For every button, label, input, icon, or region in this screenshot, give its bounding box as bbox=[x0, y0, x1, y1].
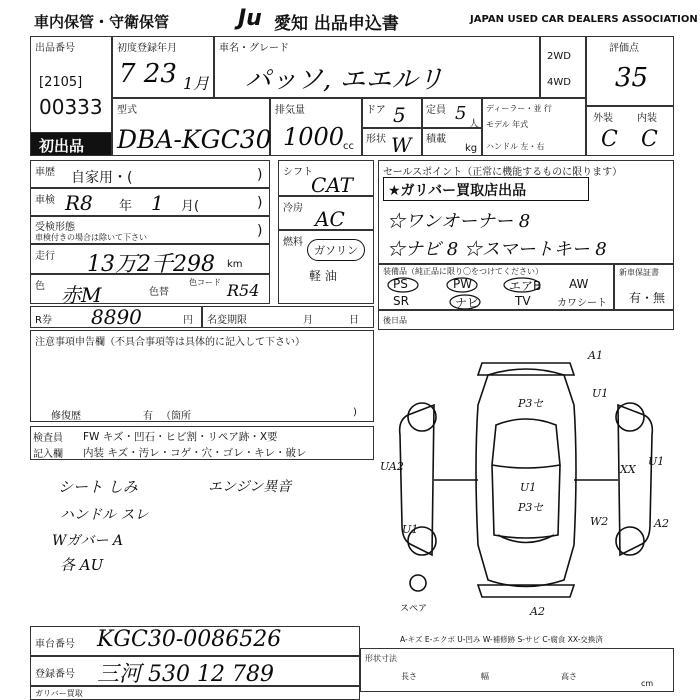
storage-title: 車内保管・守衛保管 bbox=[34, 13, 170, 31]
inspection-close: ) bbox=[257, 195, 263, 211]
checker-row-2: 内装 キズ・汚レ・コゲ・穴・ゴレ・キレ・破レ bbox=[83, 447, 307, 459]
equipment-circles bbox=[379, 265, 615, 311]
repair-has: 有 bbox=[143, 411, 153, 422]
model-year-label: モデル 年式 bbox=[486, 120, 529, 129]
repair-close: ) bbox=[353, 407, 357, 418]
mark-u1-left: U1 bbox=[402, 523, 419, 536]
mark-p3-hood: P3セ bbox=[518, 501, 544, 514]
plate-row bbox=[30, 656, 360, 686]
car-name-value: パッソ, エエルリ bbox=[245, 65, 444, 95]
mark-u1-center: U1 bbox=[520, 481, 537, 494]
load-label: 積載 bbox=[426, 134, 446, 145]
sales-line-1: ☆ワンオーナー 8 bbox=[387, 211, 531, 232]
displacement-box bbox=[270, 98, 362, 156]
name-change-label: 名変期限 bbox=[207, 315, 247, 326]
grade-value: 35 bbox=[615, 63, 649, 93]
fuel-diesel: 軽 油 bbox=[309, 269, 337, 283]
dim-label: 形状寸法 bbox=[365, 654, 397, 663]
later-attached-row bbox=[378, 310, 674, 330]
dim-unit: cm bbox=[641, 679, 654, 688]
doors-value: 5 bbox=[393, 103, 406, 127]
grade-box bbox=[586, 36, 674, 106]
ac-label: 冷房 bbox=[283, 203, 303, 214]
displacement-value: 1000 bbox=[283, 123, 345, 151]
capacity-label: 定員 bbox=[426, 105, 446, 116]
shape-value: W bbox=[391, 133, 412, 157]
chassis-label: 車台番号 bbox=[35, 639, 75, 650]
fuel-gasoline: ガソリン bbox=[307, 239, 365, 261]
equip-ps: PS bbox=[393, 277, 408, 291]
usage-label: 車歴 bbox=[35, 167, 55, 178]
mark-a1-top: A1 bbox=[588, 349, 603, 362]
model-label: 型式 bbox=[117, 105, 137, 116]
mark-a2-bottom: A2 bbox=[530, 605, 545, 615]
bottom-gulliver-row bbox=[30, 686, 360, 700]
plate-value: 三河 530 12 789 bbox=[97, 662, 274, 687]
equipment-label: 装備品（純正品に限り〇をつけてください） bbox=[383, 267, 543, 276]
color-value: 赤M bbox=[61, 283, 102, 307]
first-listing-label: 初出品 bbox=[39, 137, 85, 155]
capacity-box bbox=[422, 98, 482, 128]
doors-label: ドア bbox=[366, 105, 386, 116]
equip-pw: PW bbox=[453, 277, 473, 291]
equip-aw: AW bbox=[569, 277, 589, 291]
sales-label: セールスポイント（正常に機能するものに限ります） bbox=[383, 167, 623, 178]
org-title: 愛知 出品申込書 bbox=[274, 14, 399, 34]
mark-a2-right: A2 bbox=[654, 517, 669, 530]
usage-row bbox=[30, 160, 270, 188]
color-change-label: 色替 bbox=[149, 287, 169, 298]
registration-label: 初度登録年月 bbox=[117, 43, 177, 54]
notes-box bbox=[30, 330, 374, 422]
acceptance-label: 受検形態 bbox=[35, 222, 75, 233]
color-label: 色 bbox=[35, 281, 45, 292]
warranty-box bbox=[614, 264, 674, 310]
note-engine: エンジン異音 bbox=[208, 479, 292, 495]
damage-legend: A-キズ E-エクボ U-凹み W-補修跡 S-サビ C-腐食 XX-交換済 bbox=[400, 635, 603, 644]
int-value: C bbox=[641, 127, 658, 152]
inspector-notes bbox=[30, 462, 374, 622]
inspection-month: 1 bbox=[151, 191, 164, 215]
sales-line-2: ☆ナビ 8 ☆スマートキー 8 bbox=[387, 239, 607, 260]
car-name-label: 車名・グレード bbox=[219, 43, 289, 54]
color-row bbox=[30, 274, 270, 307]
doors-box bbox=[362, 98, 422, 128]
equip-tv: TV bbox=[515, 294, 531, 308]
later-attached-label: 後日品 bbox=[383, 316, 407, 325]
checker-label-1: 検査員 bbox=[33, 433, 63, 444]
drive-box bbox=[540, 36, 586, 98]
mark-u1-right: U1 bbox=[648, 455, 665, 468]
capacity-value: 5 bbox=[455, 103, 467, 124]
checker-row-1: FW キズ・凹石・ヒビ割・リペア跡・X要 bbox=[83, 431, 278, 443]
note-all: 各 AU bbox=[60, 556, 104, 574]
ext-int-box bbox=[586, 106, 674, 156]
drive-4wd: 4WD bbox=[547, 77, 571, 88]
registration-month: 1月 bbox=[183, 74, 210, 93]
shift-box bbox=[278, 160, 374, 196]
model-value: DBA-KGC30 bbox=[117, 125, 272, 154]
fuel-box bbox=[278, 230, 374, 304]
shape-label: 形状 bbox=[366, 134, 386, 145]
plate-label: 登録番号 bbox=[35, 669, 75, 680]
note-wiper: Wガバー A bbox=[52, 533, 123, 549]
repair-location: （箇所 bbox=[161, 411, 191, 422]
repair-label: 修復歴 bbox=[51, 411, 81, 422]
notes-label: 注意事項申告欄（不具合事項等は具体的に記入して下さい） bbox=[35, 337, 305, 348]
equip-navi: ナビ bbox=[455, 296, 480, 310]
recycle-row bbox=[30, 306, 202, 328]
bottom-gulliver-label: ガリバー買取 bbox=[35, 689, 83, 698]
recycle-unit: 円 bbox=[183, 315, 193, 326]
dealer-box bbox=[482, 98, 586, 156]
inspection-value: R8 bbox=[65, 191, 93, 215]
acceptance-note: 車検付きの場合は除いて下さい bbox=[35, 233, 147, 242]
grade-label: 評価点 bbox=[609, 43, 639, 54]
association-name: JAPAN USED CAR DEALERS ASSOCIATION bbox=[470, 14, 698, 25]
ext-label: 外装 bbox=[593, 113, 613, 124]
int-label: 内装 bbox=[637, 113, 657, 124]
car-name-box bbox=[214, 36, 540, 98]
color-code-label: 色コード bbox=[189, 278, 221, 287]
mark-xx-right: XX bbox=[620, 463, 636, 476]
color-code-value: R54 bbox=[227, 281, 260, 300]
org-title-block bbox=[238, 6, 478, 36]
shift-value: CAT bbox=[311, 173, 353, 197]
displacement-unit: cc bbox=[343, 141, 354, 152]
inspection-month-word: 月( bbox=[181, 199, 200, 214]
note-seat: シート しみ bbox=[58, 478, 138, 496]
drive-2wd: 2WD bbox=[547, 51, 571, 62]
storage-header bbox=[30, 8, 210, 34]
equip-sr: SR bbox=[393, 294, 409, 308]
gulliver-banner bbox=[383, 177, 589, 201]
usage-close: ) bbox=[257, 167, 263, 183]
warranty-label: 新車保証書 bbox=[619, 268, 659, 277]
lot-label: 出品番号 bbox=[35, 43, 75, 54]
chassis-row bbox=[30, 626, 360, 656]
warranty-options: 有・無 bbox=[629, 291, 666, 305]
model-box bbox=[112, 98, 270, 156]
name-change-day: 日 bbox=[349, 315, 359, 326]
load-unit: kg bbox=[465, 143, 478, 154]
recycle-label: R券 bbox=[35, 315, 52, 326]
registration-box bbox=[112, 36, 214, 98]
first-listing-badge bbox=[30, 132, 112, 156]
checker-label-2: 記入欄 bbox=[33, 449, 63, 460]
dim-length: 長さ bbox=[401, 672, 417, 681]
equipment-box bbox=[378, 264, 614, 310]
fuel-label: 燃料 bbox=[283, 237, 303, 248]
name-change-month: 月 bbox=[303, 315, 313, 326]
shape-box bbox=[362, 128, 422, 156]
name-change-row bbox=[202, 306, 374, 328]
equip-airbag: エアB bbox=[509, 279, 542, 293]
dimension-box bbox=[360, 648, 674, 692]
dealer-label: ディーラー・並 行 bbox=[486, 104, 552, 113]
ext-value: C bbox=[601, 127, 618, 152]
load-box bbox=[422, 128, 482, 156]
acceptance-close: ) bbox=[257, 223, 263, 239]
ju-logo: Ju bbox=[238, 6, 262, 31]
inspection-row bbox=[30, 188, 270, 216]
mileage-label: 走行 bbox=[35, 251, 55, 262]
lot-number: 00333 bbox=[39, 95, 103, 119]
checker-box bbox=[30, 426, 374, 460]
dim-height: 高さ bbox=[561, 672, 577, 681]
mileage-value: 13万2千298 bbox=[87, 252, 215, 277]
mark-w2-right: W2 bbox=[590, 515, 609, 528]
acceptance-row bbox=[30, 216, 270, 244]
usage-value: 自家用・( bbox=[71, 170, 133, 186]
ac-value: AC bbox=[315, 207, 345, 231]
mileage-unit: km bbox=[227, 259, 243, 270]
inspection-year-word: 年 bbox=[119, 199, 133, 214]
chassis-value: KGC30-0086526 bbox=[97, 627, 282, 652]
spare-label: スペア bbox=[400, 604, 428, 614]
mark-u1-top-right: U1 bbox=[592, 387, 609, 400]
equip-leather: カワシート bbox=[557, 298, 607, 309]
lot-sub-number: [2105] bbox=[39, 75, 83, 90]
dim-width: 幅 bbox=[481, 672, 489, 681]
mark-ua2-left: UA2 bbox=[380, 460, 404, 473]
recycle-value: 8890 bbox=[91, 305, 142, 329]
displacement-label: 排気量 bbox=[275, 105, 305, 116]
ac-box bbox=[278, 196, 374, 230]
car-damage-diagram bbox=[378, 345, 674, 615]
gulliver-banner-text: ★ガリバー買取店出品 bbox=[388, 183, 527, 199]
inspection-label: 車検 bbox=[35, 195, 55, 206]
capacity-unit: 人 bbox=[469, 119, 479, 130]
mileage-row bbox=[30, 244, 270, 277]
note-handle: ハンドル スレ bbox=[60, 507, 149, 523]
sales-points-box bbox=[378, 160, 674, 264]
shift-label: シフト bbox=[283, 167, 313, 178]
mark-p3-roof: P3セ bbox=[518, 397, 544, 410]
handle-label: ハンドル 左・右 bbox=[486, 142, 545, 151]
registration-value: 7 23 bbox=[119, 59, 177, 89]
